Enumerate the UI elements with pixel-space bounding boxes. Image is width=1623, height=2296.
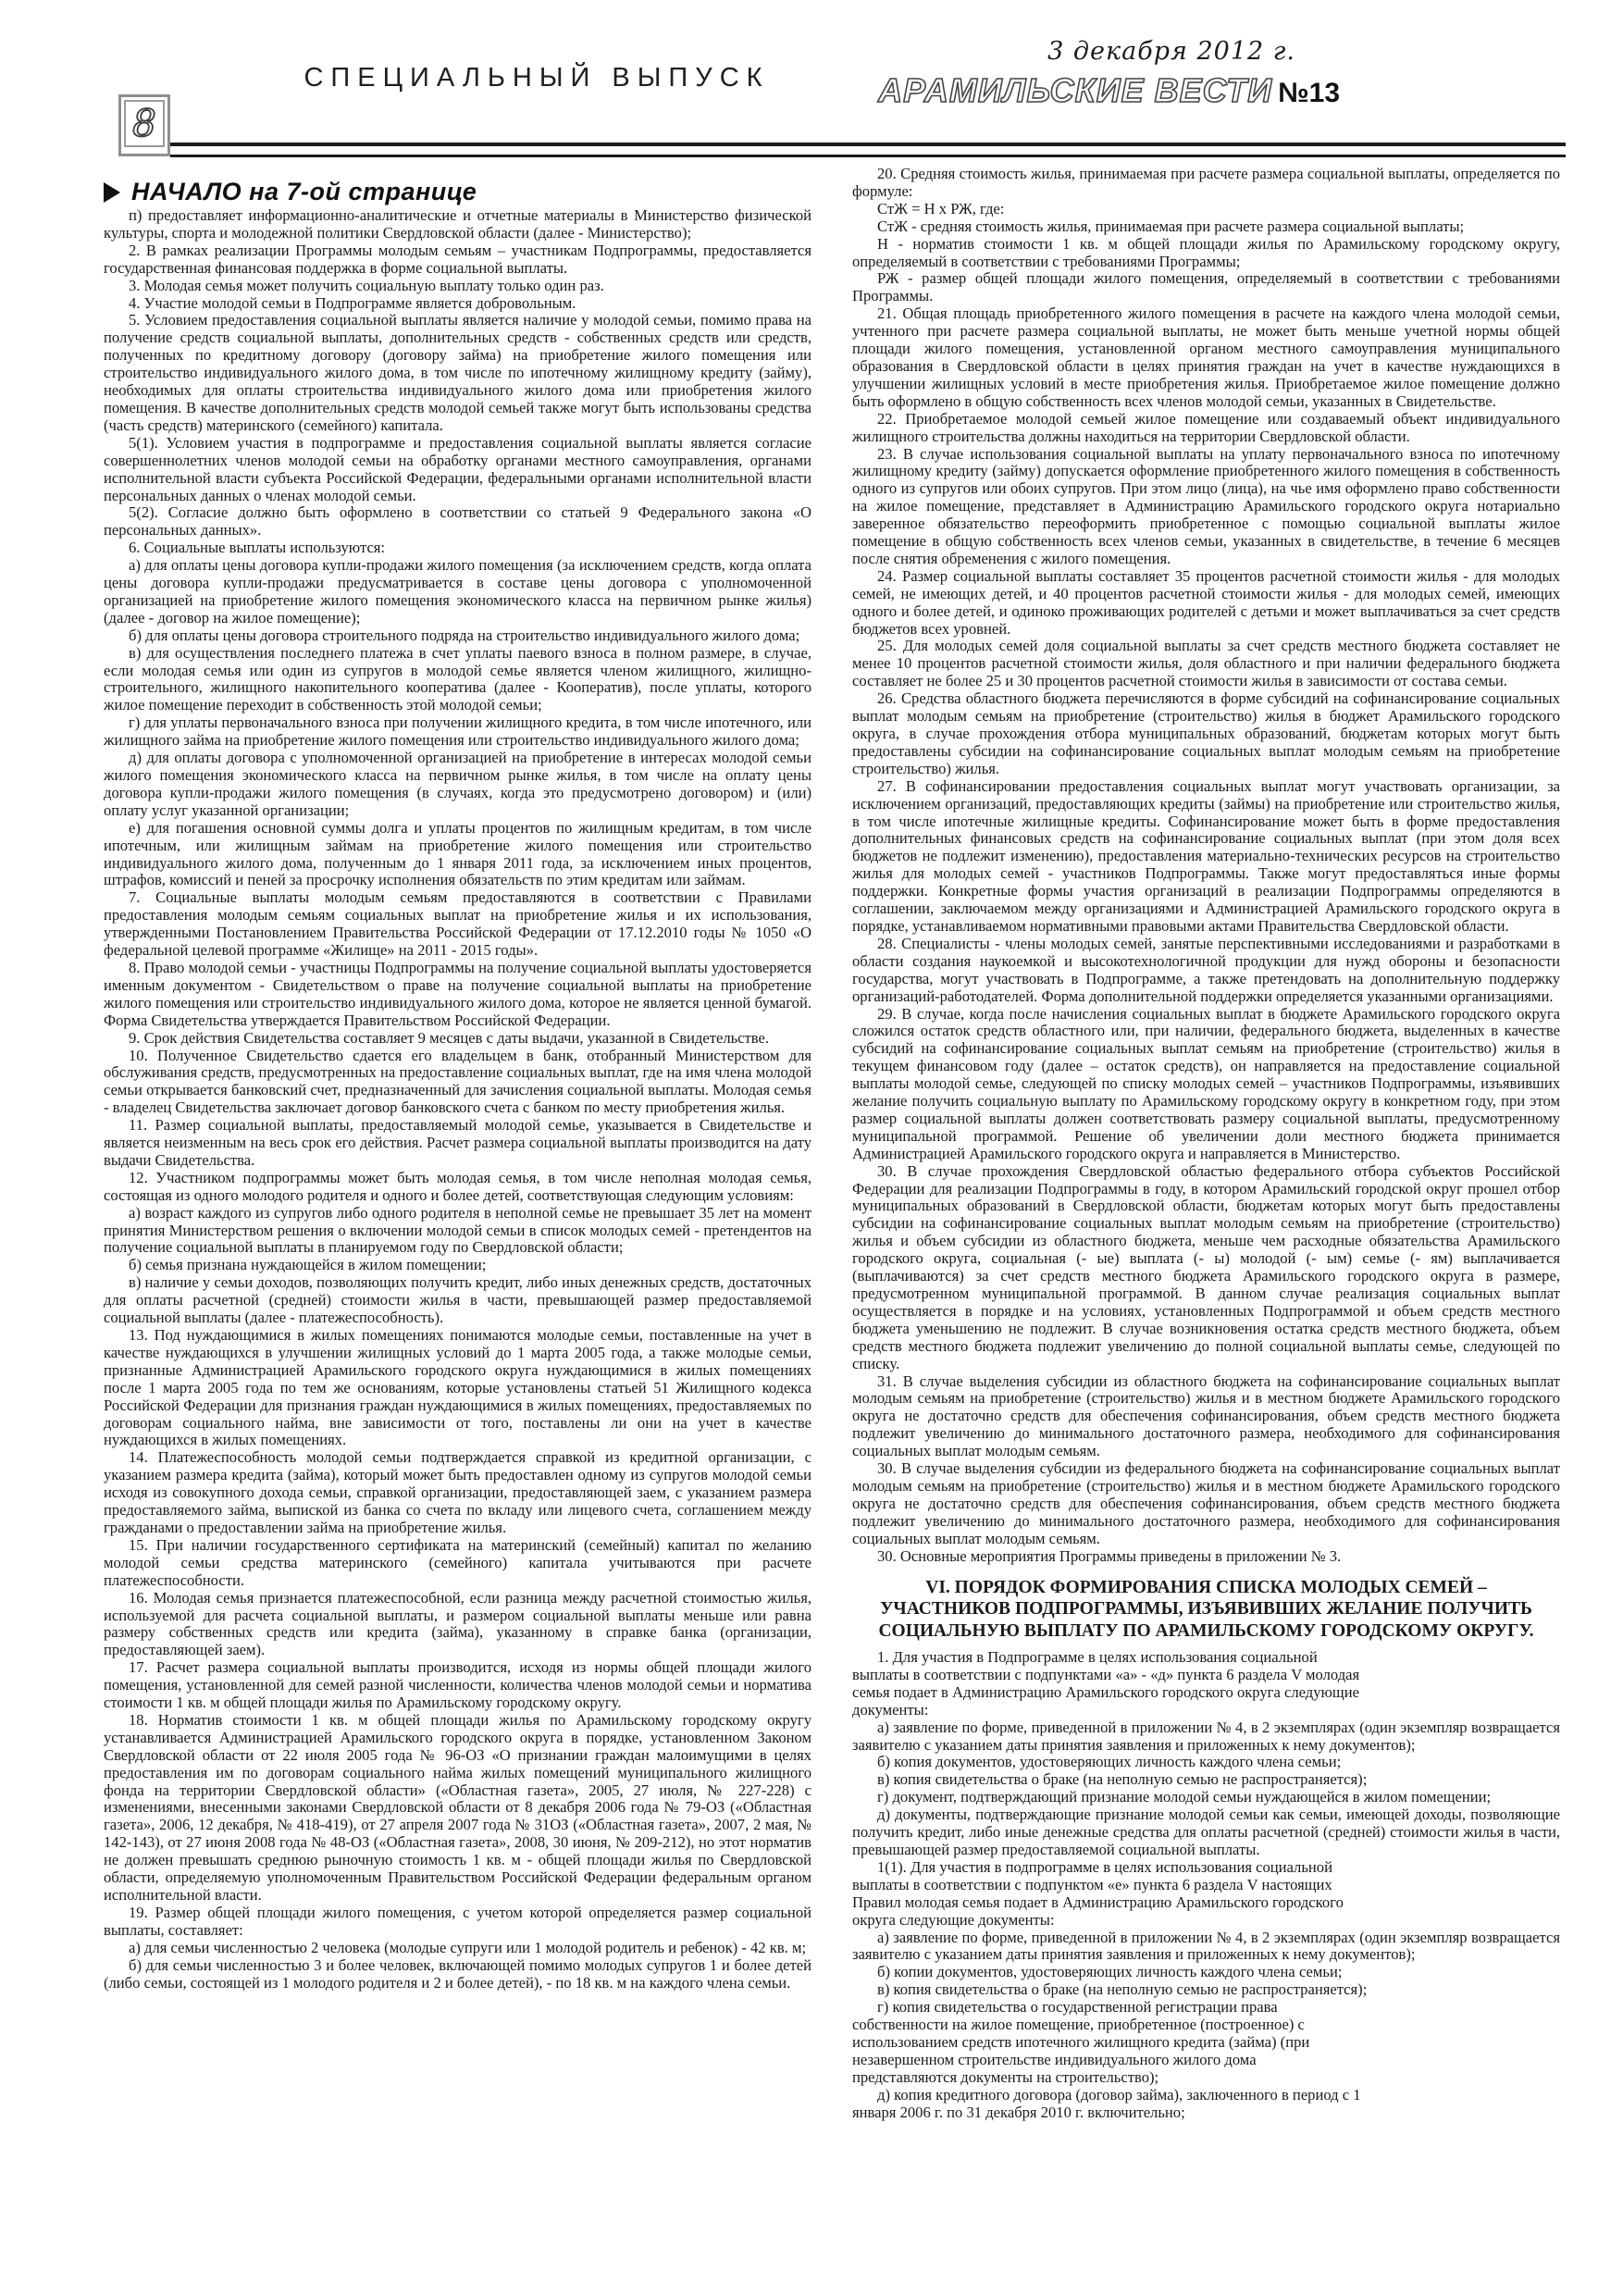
paragraph: в) для осуществления последнего платежа в счет уплаты паевого взноса в полном размере, в случае, если молодая семья или один из супругов в молодой семье является членом жилищного, жилищно-строительного, жилищного накопительного кооператива (далее - Кооператив), после уплаты, которого жилое помещение переходит в собственность этой молодой семьи; — [104, 643, 812, 714]
paragraph: 19. Размер общей площади жилого помещения, с учетом которой определяется размер социальной выплаты, составляет: — [104, 1903, 812, 1939]
paragraph: 27. В софинансировании предоставления социальных выплат могут участвовать организации, за исключением организаций, предоставляющих кредиты (займы) на приобретение или строительство жилья, в том числе ипотечные жилищные кредиты. Софинансирование может быть в форме предоставления дополнительных финансовых средств на софинансирование социальных выплат (при этом доля всех бюджетов не подлежит изменению), предоставления материально-технических ресурсов на строительство жилья для молодых семей - участников Подпрограммы. Также могут предоставляться иные формы поддержки. Конкретные формы участия организаций в реализации Подпрограммы определяются в соглашении, заключаемом между организациями и Администрацией Арамильского городского округа в порядке, устанавливаемом нормативными правовыми актами Правительства Свердловской области. — [852, 776, 1560, 935]
right-column — [852, 166, 1560, 2121]
paragraph: п) предоставляет информационно-аналитические и отчетные материалы в Министерство физической культуры, спорта и молодежной политики Свердловской области (далее - Министерство); — [104, 206, 812, 242]
paragraph: 30. Основные мероприятия Программы приведены в приложении № 3. — [877, 1546, 1342, 1565]
header-divider — [170, 143, 1566, 157]
paragraph: 31. В случае выделения субсидии из областного бюджета на софинансирование социальных выплат молодым семьям на приобретение (строительство) жилья и в местном бюджете Арамильского городского округа не достаточно средств для обеспечения софинансирования, объем средств местного бюджета подлежит увеличению до минимального достаточного размера, необходимого для софинансирования социальных выплат молодым семьям. — [852, 1371, 1560, 1460]
paragraph: а) для оплаты цены договора купли-продажи жилого помещения (за исключением средств, когда оплата цены договора купли-продажи предусматривается в составе цены договора с уполномоченной организацией на приобретение жилого помещения экономического класса на первичном рынке жилья) (далее - договор на жилое помещение); — [104, 556, 812, 627]
paragraph: 20. Средняя стоимость жилья, принимаемая при расчете размера социальной выплаты, определяется по формуле: — [852, 165, 1560, 200]
paragraph: 13. Под нуждающимися в жилых помещениях понимаются молодые семьи, поставленные на учет в качестве нуждающихся в улучшении жилищных условий до 1 марта 2005 года, а также молодые семьи, признанные Администрацией Арамильского городского округа нуждающимися в жилых помещениях после 1 марта 2005 года по тем же основаниям, которые установлены статьей 51 Жилищного кодекса Российской Федерации для признания граждан нуждающимися в жилых помещениях, предоставляемых по договорам социального найма, вне зависимости от того, поставлены ли они на учет в качестве нуждающихся в жилых помещениях. — [104, 1326, 812, 1449]
paragraph: в) копия свидетельства о браке (на неполную семью не распространяется); — [877, 1980, 1368, 1999]
page-number-box — [118, 94, 170, 156]
continuation-marker — [104, 178, 477, 206]
paragraph: а) возраст каждого из супругов либо одного родителя в неполной семье не превышает 35 лет на момент принятия Министерством решения о включении молодой семьи в список молодых семей - претендентов на получение социальной выплаты в планируемом году по Свердловской области; — [104, 1203, 812, 1257]
paragraph: г) копия свидетельства о государственной регистрации права собственности на жилое помещение, приобретенное (построенное) с использованием средств ипотечного жилищного кредита (займа) (при незавершенном строительстве индивидуального жилого дома представляются документы на строительство); — [852, 1998, 1310, 2086]
paragraph: 5(1). Условием участия в подпрограмме и предоставления социальной выплаты является согласие совершеннолетних членов молодой семьи на обработку органами местного самоуправления, органами исполнительной власти субъекта Российской Федерации, федеральными органами исполнительной власти персональных данных о членах молодой семьи. — [104, 433, 812, 504]
page-number-frame — [124, 100, 165, 147]
paragraph: 16. Молодая семья признается платежеспособной, если разница между расчетной стоимостью жилья, используемой для расчета социальной выплаты, и размером социальной выплаты меньше или равна размеру собственных средств или кредита (займа), указанному в справке банка (организации, предоставляющей заем). — [104, 1588, 812, 1659]
paragraph: СтЖ - средняя стоимость жилья, принимаемая при расчете размера социальной выплаты; — [877, 217, 1465, 235]
paragraph: 26. Средства областного бюджета перечисляются в форме субсидий на софинансирование социальных выплат молодым семьям на приобретение (строительство) жилья в бюджет Арамильского городского округа, в случае прохождения отбора муниципальных образований, бюджетам которых могут быть предоставлены субсидии на софинансирование социальных выплат молодым семьям на приобретение строительство) жилья. — [852, 689, 1560, 777]
paragraph: 28. Специалисты - члены молодых семей, занятые перспективными исследованиями и разработками в области создания наукоемкой и высокотехнологичной продукции для нужд обороны и безопасности государства, могут участвовать в Подпрограмме, а также претендовать на дополнительную поддержку организаций-работодателей. Форма дополнительной поддержки определяется указанными организациями. — [852, 934, 1560, 1005]
paragraph: 30. В случае прохождения Свердловской областью федерального отбора субъектов Российской Федерации для реализации Подпрограммы в году, в котором Арамильский городской округ прошел отбор муниципальных образований в Свердловской области, бюджетам которых могут быть предоставлены субсидии на софинансирование социальных выплат молодым семьям на приобретение (строительство) жилья и объем субсидии из областного бюджета, меньше чем расходные обязательства Арамильского городского округа, социальная (- ые) выплата (- ы) молодой (- ым) семье (- ям) выплачивается (выплачиваются) за счет средств местного бюджета Арамильского городского округа в размере, предусмотренном муниципальной программой. В данном случае реализация социальных выплат осуществляется в порядке и на условиях, установленных Подпрограммой и объем средств местного бюджета уменьшению не подлежит. В случае возникновения остатка средств местного бюджета, объем средств местного бюджета подлежит увеличению до полной социальной выплаты семье, следующей по списку. — [852, 1161, 1560, 1372]
paragraph: г) документ, подтверждающий признание молодой семьи нуждающейся в жилом помещении; — [877, 1788, 1492, 1806]
paragraph: б) копии документов, удостоверяющих личность каждого члена семьи; — [877, 1963, 1343, 1981]
paragraph: б) для оплаты цены договора строительного подряда на строительство индивидуального жилого дома; — [129, 626, 800, 644]
paragraph: 10. Полученное Свидетельство сдается его владельцем в банк, отобранный Министерством для обслуживания средств, предусмотренных на предоставление социальных выплат, где на имя члена молодой семьи открывается банковский счет, предназначенный для зачисления социальной выплаты. Молодая семья - владелец Свидетельства заключает договор банковского счета с банком по месту приобретения жилья. — [104, 1046, 812, 1117]
paragraph: 22. Приобретаемое молодой семьей жилое помещение или создаваемый объект индивидуального жилищного строительства должны находиться на территории Свердловской области. — [852, 409, 1560, 445]
page-number: 8 — [132, 102, 156, 145]
masthead-title: АРАМИЛЬСКИЕ ВЕСТИ — [878, 71, 1273, 109]
paragraph: 30. В случае выделения субсидии из федерального бюджета на софинансирование социальных выплат молодым семьям на приобретение (строительство) жилья и в местном бюджете Арамильского городского округа не достаточно средств для обеспечения софинансирования, объем средств местного бюджета подлежит увеличению до минимального достаточного размера, необходимого для софинансирования социальных выплат молодым семьям. — [852, 1459, 1560, 1547]
paragraph: Н - норматив стоимости 1 кв. м общей площади жилья по Арамильскому городскому округу, определяемый в соответствии с требованиями Программы; — [852, 234, 1560, 270]
paragraph: г) для уплаты первоначального взноса при получении жилищного кредита, в том числе ипотечного, или жилищного займа на приобретение жилого помещения или строительство индивидуального жилого дома; — [104, 714, 812, 750]
paragraph: 5. Условием предоставления социальной выплаты является наличие у молодой семьи, помимо права на получение средств социальной выплаты, дополнительных средств - собственных средств или средств, полученных по кредитному договору (договору займа) на приобретение жилого помещения или строительство индивидуального жилого дома, в том числе по ипотечному жилищному кредиту (займу), необходимых для оплаты строительства индивидуального жилого дома или приобретения жилого помещения. В качестве дополнительных средств молодой семьей также могут быть использованы средства (часть средств) материнского (семейного) капитала. — [104, 311, 812, 434]
masthead-date: 3 декабря 2012 г. — [1047, 37, 1295, 66]
paragraph: 18. Норматив стоимости 1 кв. м общей площади жилья по Арамильскому городскому округу устанавливается Администрацией Арамильского городского округа в порядке, установленном Законом Свердловской области от 22 июля 2005 года № 96-ОЗ «О признании граждан малоимущими в целях предоставления им по договорам социального найма жилых помещений муниципального жилищного фонда на территории Свердловской области» («Областная газета», 2005, 27 июля, № 227-228) с изменениями, внесенными законами Свердловской области от 8 декабря 2006 года № 79-ОЗ («Областная газета», 2006, 12 декабря, № 418-419), от 27 апреля 2007 года № 31ОЗ («Областная газета», 2007, 2 мая, № 142-143), от 27 июня 2008 года № 48-ОЗ («Областная газета», 2008, 30 июня, № 209-212), но этот норматив не должен превышать среднюю рыночную стоимость 1 кв. м - общей площади жилья по Свердловской области, определяемую уполномоченным Правительством Российской Федерации федеральным органом исполнительной власти. — [104, 1710, 812, 1904]
paragraph: а) заявление по форме, приведенной в приложении № 4, в 2 экземплярах (один экземпляр возвращается заявителю с указанием даты принятия заявления и приложенных к нему документов); — [852, 1928, 1560, 1964]
paragraph: 15. При наличии государственного сертификата на материнский (семейный) капитал по желанию молодой семьи средства материнского (семейного) капитала учитываются при расчете платежеспособности. — [104, 1535, 812, 1589]
paragraph: в) копия свидетельства о браке (на неполную семью не распространяется); — [877, 1770, 1368, 1789]
paragraph: в) наличие у семьи доходов, позволяющих получить кредит, либо иных денежных средств, достаточных для оплаты расчетной (средней) стоимости жилья в части, превышающей размер предоставляемой социальной выплаты (далее - платежеспособность). — [104, 1273, 812, 1327]
continuation-label: НАЧАЛО на 7-ой странице — [131, 178, 477, 205]
paragraph: д) документы, подтверждающие признание молодой семьи как семьи, имеющей доходы, позволяющие получить кредит, либо иные денежные средства для оплаты расчетной (средней) стоимости жилья в части, превышающей размер предоставляемой социальной выплаты. — [852, 1806, 1560, 1858]
paragraph: 23. В случае использования социальной выплаты на уплату первоначального взноса по ипотечному жилищному кредиту (займу) допускается оформление приобретенного жилого помещения в собственность одного из супругов или обоих супругов. При этом лицо (лица), на чье имя оформлено право собственности на жилое помещение, представляет в Администрацию Арамильского городского округа нотариально заверенное обязательство переоформить приобретенное с помощью социальной выплаты жилое помещение в общую собственность всех членов семьи, указанных в свидетельстве, в течение 6 месяцев после снятия обременения с жилого помещения. — [852, 444, 1560, 567]
play-triangle-icon — [104, 182, 120, 203]
paragraph: 7. Социальные выплаты молодым семьям предоставляются в соответствии с Правилами предоставления молодым семьям социальных выплат на приобретение жилья и их использования, утвержденными Постановлением Правительства Российской Федерации от 17.12.2010 годы № 1050 «О федеральной целевой программе «Жилище» на 2011 - 2015 годы». — [104, 888, 812, 960]
left-column — [104, 207, 812, 1992]
paragraph: а) для семьи численностью 2 человека (молодые супруги или 1 молодой родитель и ребенок) - 42 кв. м; — [129, 1938, 807, 1956]
paragraph: б) семья признана нуждающейся в жилом помещении; — [129, 1256, 487, 1274]
paragraph: д) для оплаты договора с уполномоченной организацией на приобретение в интересах молодой семьи жилого помещения экономического класса на первичном рынке жилья, в том числе на оплату цены договора купли-продажи жилого помещения (в случаях, когда это предусмотрено договором) и (или) оплату услуг указанной организации; — [104, 749, 812, 819]
paragraph: 6. Социальные выплаты используются: — [129, 539, 386, 557]
paragraph: д) копия кредитного договора (договор займа), заключенного в период с 1 января 2006 г. по 31 декабря 2010 г. включительно; — [852, 2085, 1361, 2121]
paragraph: 12. Участником подпрограммы может быть молодая семья, в том числе неполная молодая семья, состоящая из одного молодого родителя и одного и более детей, соответствующая следующим условиям: — [104, 1168, 812, 1204]
paragraph: 1. Для участия в Подпрограмме в целях использования социальной выплаты в соответствии с подпунктами «а» - «д» пункта 6 раздела V молодая семья подает в Администрацию Арамильского городского округа следующие документы: — [852, 1648, 1360, 1719]
paragraph: 25. Для молодых семей доля социальной выплаты за счет средств местного бюджета составляет не менее 10 процентов расчетной стоимости жилья, доля областного и при наличии федерального бюджета составляет не более 25 и 30 процентов расчетной стоимости жилья в зависимости от состава семьи. — [852, 637, 1560, 690]
paragraph: б) копия документов, удостоверяющих личность каждого члена семьи; — [877, 1753, 1342, 1771]
paragraph: 17. Расчет размера социальной выплаты производится, исходя из нормы общей площади жилого помещения, установленной для семей разной численности, количества членов молодой семьи и норматива стоимости 1 кв. м общей площади жилья по Арамильскому городскому округу. — [104, 1658, 812, 1712]
paragraph: 24. Размер социальной выплаты составляет 35 процентов расчетной стоимости жилья - для молодых семей, не имеющих детей, и 40 процентов расчетной стоимости жилья - для молодых семей, имеющих одного и более детей, и одиноко проживающих родителей с детьми и может выплачиваться за счет средств бюджетов всех уровней. — [852, 566, 1560, 638]
paragraph: 5(2). Согласие должно быть оформлено в соответствии со статьей 9 Федерального закона «О персональных данных». — [104, 503, 812, 540]
paragraph: 2. В рамках реализации Программы молодым семьям – участникам Подпрограммы, предоставляется государственная финансовая поддержка в форме социальной выплаты. — [104, 241, 812, 277]
paragraph: СтЖ = Н х РЖ, где: — [877, 199, 1005, 217]
masthead — [878, 37, 1340, 110]
section-heading: VI. ПОРЯДОК ФОРМИРОВАНИЯ СПИСКА МОЛОДЫХ СЕМЕЙ – УЧАСТНИКОВ ПОДПРОГРАММЫ, ИЗЪЯВИВШИХ ЖЕЛАНИЕ ПОЛУЧИТЬ СОЦИАЛЬНУЮ ВЫПЛАТУ ПО АРАМИЛЬСКОМУ ГОРОДСКОМУ ОКРУГУ. — [878, 1577, 1534, 1641]
paragraph: 21. Общая площадь приобретенного жилого помещения в расчете на каждого члена молодой семьи, учтенного при расчете размера социальной выплаты, не может быть меньше учетной нормы общей площади жилого помещения, установленной органом местного самоуправления муниципального образования в Свердловской области в целях принятия граждан на учет в качестве нуждающихся в улучшении жилищных условий в месте приобретения жилья. Приобретаемое жилое помещение должно быть оформлено в общую собственность всех членов молодой семьи, указанных в Свидетельстве. — [852, 304, 1560, 410]
paragraph: 11. Размер социальной выплаты, предоставляемый молодой семье, указывается в Свидетельстве и является неизменным на весь срок его действия. Расчет размера социальной выплаты производится на дату выдачи Свидетельства. — [104, 1116, 812, 1169]
paragraph: 8. Право молодой семьи - участницы Подпрограммы на получение социальной выплаты удостоверяется именным документом - Свидетельством о праве на получение социальной выплаты на приобретение жилого помещения или строительство индивидуального жилого дома, которое не является ценной бумагой. Форма Свидетельства утверждается Правительством Российской Федерации. — [104, 958, 812, 1029]
paragraph: 29. В случае, когда после начисления социальных выплат в бюджете Арамильского городского округа сложился остаток средств областного или, при наличии, федерального бюджета, выделенных в качестве субсидий на софинансирование социальных выплат семьям на приобретение (строительство) жилья в текущем финансовом году (далее – остаток средств), он направляется на предоставление социальной выплаты молодой семье, следующей по списку молодых семей – участников Подпрограммы, изъявивших желание получить социальную выплату по Арамильскому городскому округу в конкретном году, при этом размер социальной выплаты должен соответствовать размеру социальной выплаты, предусмотренному муниципальной программой. Решение об увеличении доли местного бюджета принимается Администрацией Арамильского городского округа и направляется в Министерство. — [852, 1004, 1560, 1162]
paragraph: е) для погашения основной суммы долга и уплаты процентов по жилищным кредитам, в том числе ипотечным, или жилищным займам на приобретение жилого помещения или строительство индивидуального жилого дома, полученным до 1 января 2011 года, за исключением иных процентов, штрафов, комиссий и пеней за просрочку исполнения обязательств по этим кредитам или займам. — [104, 818, 812, 889]
paragraph: 4. Участие молодой семьи в Подпрограмме является добровольным. — [129, 293, 576, 312]
paragraph: 1(1). Для участия в подпрограмме в целях использования социальной выплаты в соответствии с подпунктом «е» пункта 6 раздела V настоящих Правил молодая семья подает в Администрацию Арамильского городского округа следующие документы: — [852, 1857, 1344, 1929]
paragraph: РЖ - размер общей площади жилого помещения, определяемый в соответствии с требованиями Программы. — [852, 269, 1560, 305]
paragraph: а) заявление по форме, приведенной в приложении № 4, в 2 экземплярах (один экземпляр возвращается заявителю с указанием даты принятия заявления и приложенных к нему документов); — [852, 1718, 1560, 1754]
paragraph: 9. Срок действия Свидетельства составляет 9 месяцев с даты выдачи, указанной в Свидетельстве. — [129, 1028, 770, 1047]
paragraph: 14. Платежеспособность молодой семьи подтверждается справкой из кредитной организации, с указанием размера кредита (займа), который может быть предоставлен одному из супругов молодой семьи исходя из совокупного дохода семьи, справкой организации, предоставляющей заем, с указанием размера предоставляемого займа, выпиской из банка со счета по вкладу или лицевого счета, соглашением между гражданами о предоставлении займа на приобретение жилья. — [104, 1448, 812, 1536]
masthead-issue-number: №13 — [1278, 78, 1340, 108]
special-issue-title: СПЕЦИАЛЬНЫЙ ВЫПУСК — [304, 63, 770, 93]
paragraph: 3. Молодая семья может получить социальную выплату только один раз. — [129, 276, 604, 294]
paragraph: б) для семьи численностью 3 и более человек, включающей помимо молодых супругов 1 и более детей (либо семьи, состоящей из 1 молодого родителя и 2 и более детей), - по 18 кв. м на каждого члена семьи. — [104, 1955, 812, 1992]
